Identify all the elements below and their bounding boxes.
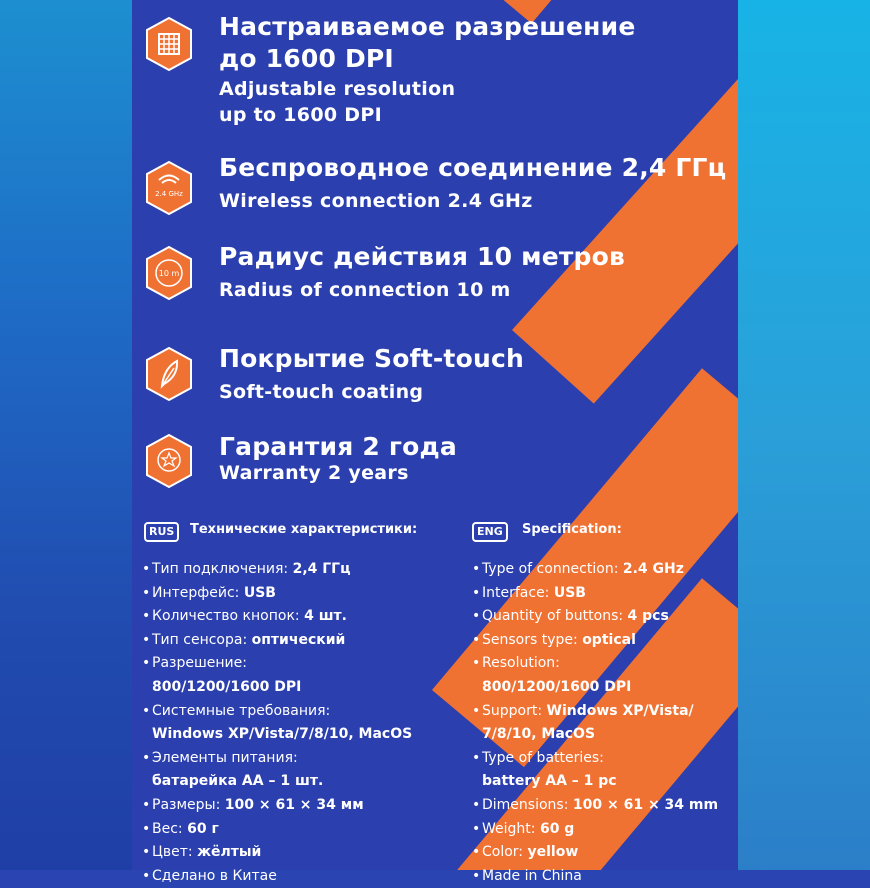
- spec-item: [472, 818, 718, 842]
- spec-item-label: Размеры:: [152, 796, 225, 813]
- spec-item: [142, 818, 412, 842]
- feature-dpi-icon: [144, 16, 194, 72]
- spec-title-en: Specification:: [522, 522, 622, 537]
- feature-softtouch-ru: Покрытие Soft-touch: [219, 344, 524, 373]
- spec-item-label: Type of batteries:: [482, 749, 604, 766]
- spec-item: [142, 629, 412, 653]
- grid-dpi-icon: [144, 16, 194, 72]
- spec-item-value: оптический: [251, 631, 346, 648]
- feature-softtouch-en: Soft-touch coating: [219, 381, 424, 403]
- spec-item-value: 2,4 ГГц: [292, 561, 351, 577]
- spec-item: [142, 794, 412, 818]
- lang-badge-rus: RUS: [144, 522, 179, 542]
- spec-item-label: Dimensions:: [482, 796, 573, 813]
- spec-item-value: Windows XP/Vista/: [546, 702, 694, 719]
- feature-warranty-en: Warranty 2 years: [219, 462, 409, 484]
- spec-list-en: [472, 558, 718, 888]
- spec-item: [472, 794, 718, 818]
- feature-range-icon: [144, 245, 194, 301]
- background-left-edge: [0, 0, 132, 870]
- spec-item: [142, 582, 412, 606]
- feather-icon: [144, 346, 194, 402]
- spec-item-value: 60 г: [187, 820, 219, 837]
- spec-item: [472, 865, 718, 888]
- spec-item-label: Интерфейс:: [152, 584, 244, 601]
- spec-item-label: Цвет:: [152, 844, 198, 861]
- spec-item-value: optical: [582, 631, 636, 648]
- spec-item-label: Системные требования:: [152, 702, 331, 719]
- spec-item: [472, 700, 718, 747]
- spec-item-label: Resolution:: [482, 655, 560, 672]
- wifi-icon-label: 2.4 GHz: [155, 190, 183, 198]
- spec-item-value-continued: 7/8/10, MacOS: [482, 726, 596, 743]
- spec-item: [142, 865, 412, 888]
- feature-range-en: Radius of connection 10 m: [219, 279, 511, 301]
- feature-softtouch-icon: [144, 346, 194, 402]
- spec-item-label: Color:: [482, 844, 528, 861]
- feature-dpi-ru-line2: до 1600 DPI: [219, 44, 394, 73]
- spec-item-value: жёлтый: [197, 844, 262, 861]
- spec-item-label: Interface:: [482, 584, 554, 601]
- feature-wireless-ru: Беспроводное соединение 2,4 ГГц: [219, 153, 727, 182]
- spec-item: [142, 700, 412, 747]
- spec-item-label: Вес:: [152, 820, 188, 837]
- spec-item: [472, 605, 718, 629]
- spec-item-value: USB: [553, 584, 586, 601]
- spec-item: [472, 629, 718, 653]
- spec-item-value: USB: [243, 584, 276, 601]
- spec-item-label: Элементы питания:: [152, 749, 298, 766]
- spec-item: [472, 652, 718, 699]
- spec-item-label: Разрешение:: [152, 655, 247, 672]
- spec-item-value: 4 pcs: [627, 608, 669, 625]
- feature-range-ru: Радиус действия 10 метров: [219, 242, 626, 271]
- spec-item-value-continued: Windows XP/Vista/7/8/10, MacOS: [152, 726, 413, 743]
- spec-item-value-continued: 800/1200/1600 DPI: [482, 678, 632, 695]
- spec-item: [142, 652, 412, 699]
- spec-item-label: Made in China: [482, 867, 582, 884]
- spec-item-label: Количество кнопок:: [152, 608, 305, 625]
- spec-item: [142, 747, 412, 794]
- spec-item: [142, 558, 412, 582]
- spec-item-label: Support:: [482, 702, 547, 719]
- range-icon-label: 10 m: [158, 269, 180, 278]
- orange-stripe-upper: [512, 62, 738, 403]
- spec-item-value: 100 × 61 × 34 мм: [224, 796, 364, 813]
- spec-item-label: Сделано в Китае: [152, 867, 277, 884]
- spec-item: [472, 747, 718, 794]
- spec-item: [142, 841, 412, 865]
- spec-item-value: 4 шт.: [304, 608, 347, 625]
- spec-item-label: Type of connection:: [482, 561, 623, 577]
- spec-item-label: Sensors type:: [482, 631, 583, 648]
- spec-item: [472, 582, 718, 606]
- lang-badge-eng: ENG: [472, 522, 508, 542]
- feature-dpi-en: Adjustable resolution: [219, 78, 456, 100]
- spec-item-value: 2.4 GHz: [622, 561, 684, 577]
- spec-item-value-continued: 800/1200/1600 DPI: [152, 678, 302, 695]
- spec-item-value: yellow: [527, 844, 579, 861]
- feature-wireless-icon: [144, 160, 194, 216]
- wifi-icon: [144, 160, 194, 216]
- background-right-edge: [738, 0, 870, 870]
- spec-item-value: 100 × 61 × 34 mm: [572, 796, 719, 813]
- feature-dpi-ru: Настраиваемое разрешение: [219, 12, 636, 41]
- spec-item-label: Quantity of buttons:: [482, 608, 628, 625]
- spec-item-value: 60 g: [539, 820, 575, 837]
- spec-item-value-continued: батарейка АА – 1 шт.: [152, 773, 324, 790]
- spec-item-label: Weight:: [482, 820, 540, 837]
- star-medal-icon: [144, 433, 194, 489]
- feature-dpi-en-line2: up to 1600 DPI: [219, 104, 382, 126]
- spec-title-ru: Технические характеристики:: [190, 522, 418, 537]
- spec-item: [472, 841, 718, 865]
- feature-warranty-icon: [144, 433, 194, 489]
- spec-list-ru: [142, 558, 412, 888]
- spec-item-label: Тип сенсора:: [152, 631, 252, 648]
- range-icon: [144, 245, 194, 301]
- feature-wireless-en: Wireless connection 2.4 GHz: [219, 190, 533, 212]
- spec-item: [142, 605, 412, 629]
- spec-item: [472, 558, 718, 582]
- spec-item-label: Тип подключения:: [152, 561, 293, 577]
- feature-warranty-ru: Гарантия 2 года: [219, 432, 457, 461]
- spec-item-value-continued: battery AA – 1 pc: [482, 773, 617, 790]
